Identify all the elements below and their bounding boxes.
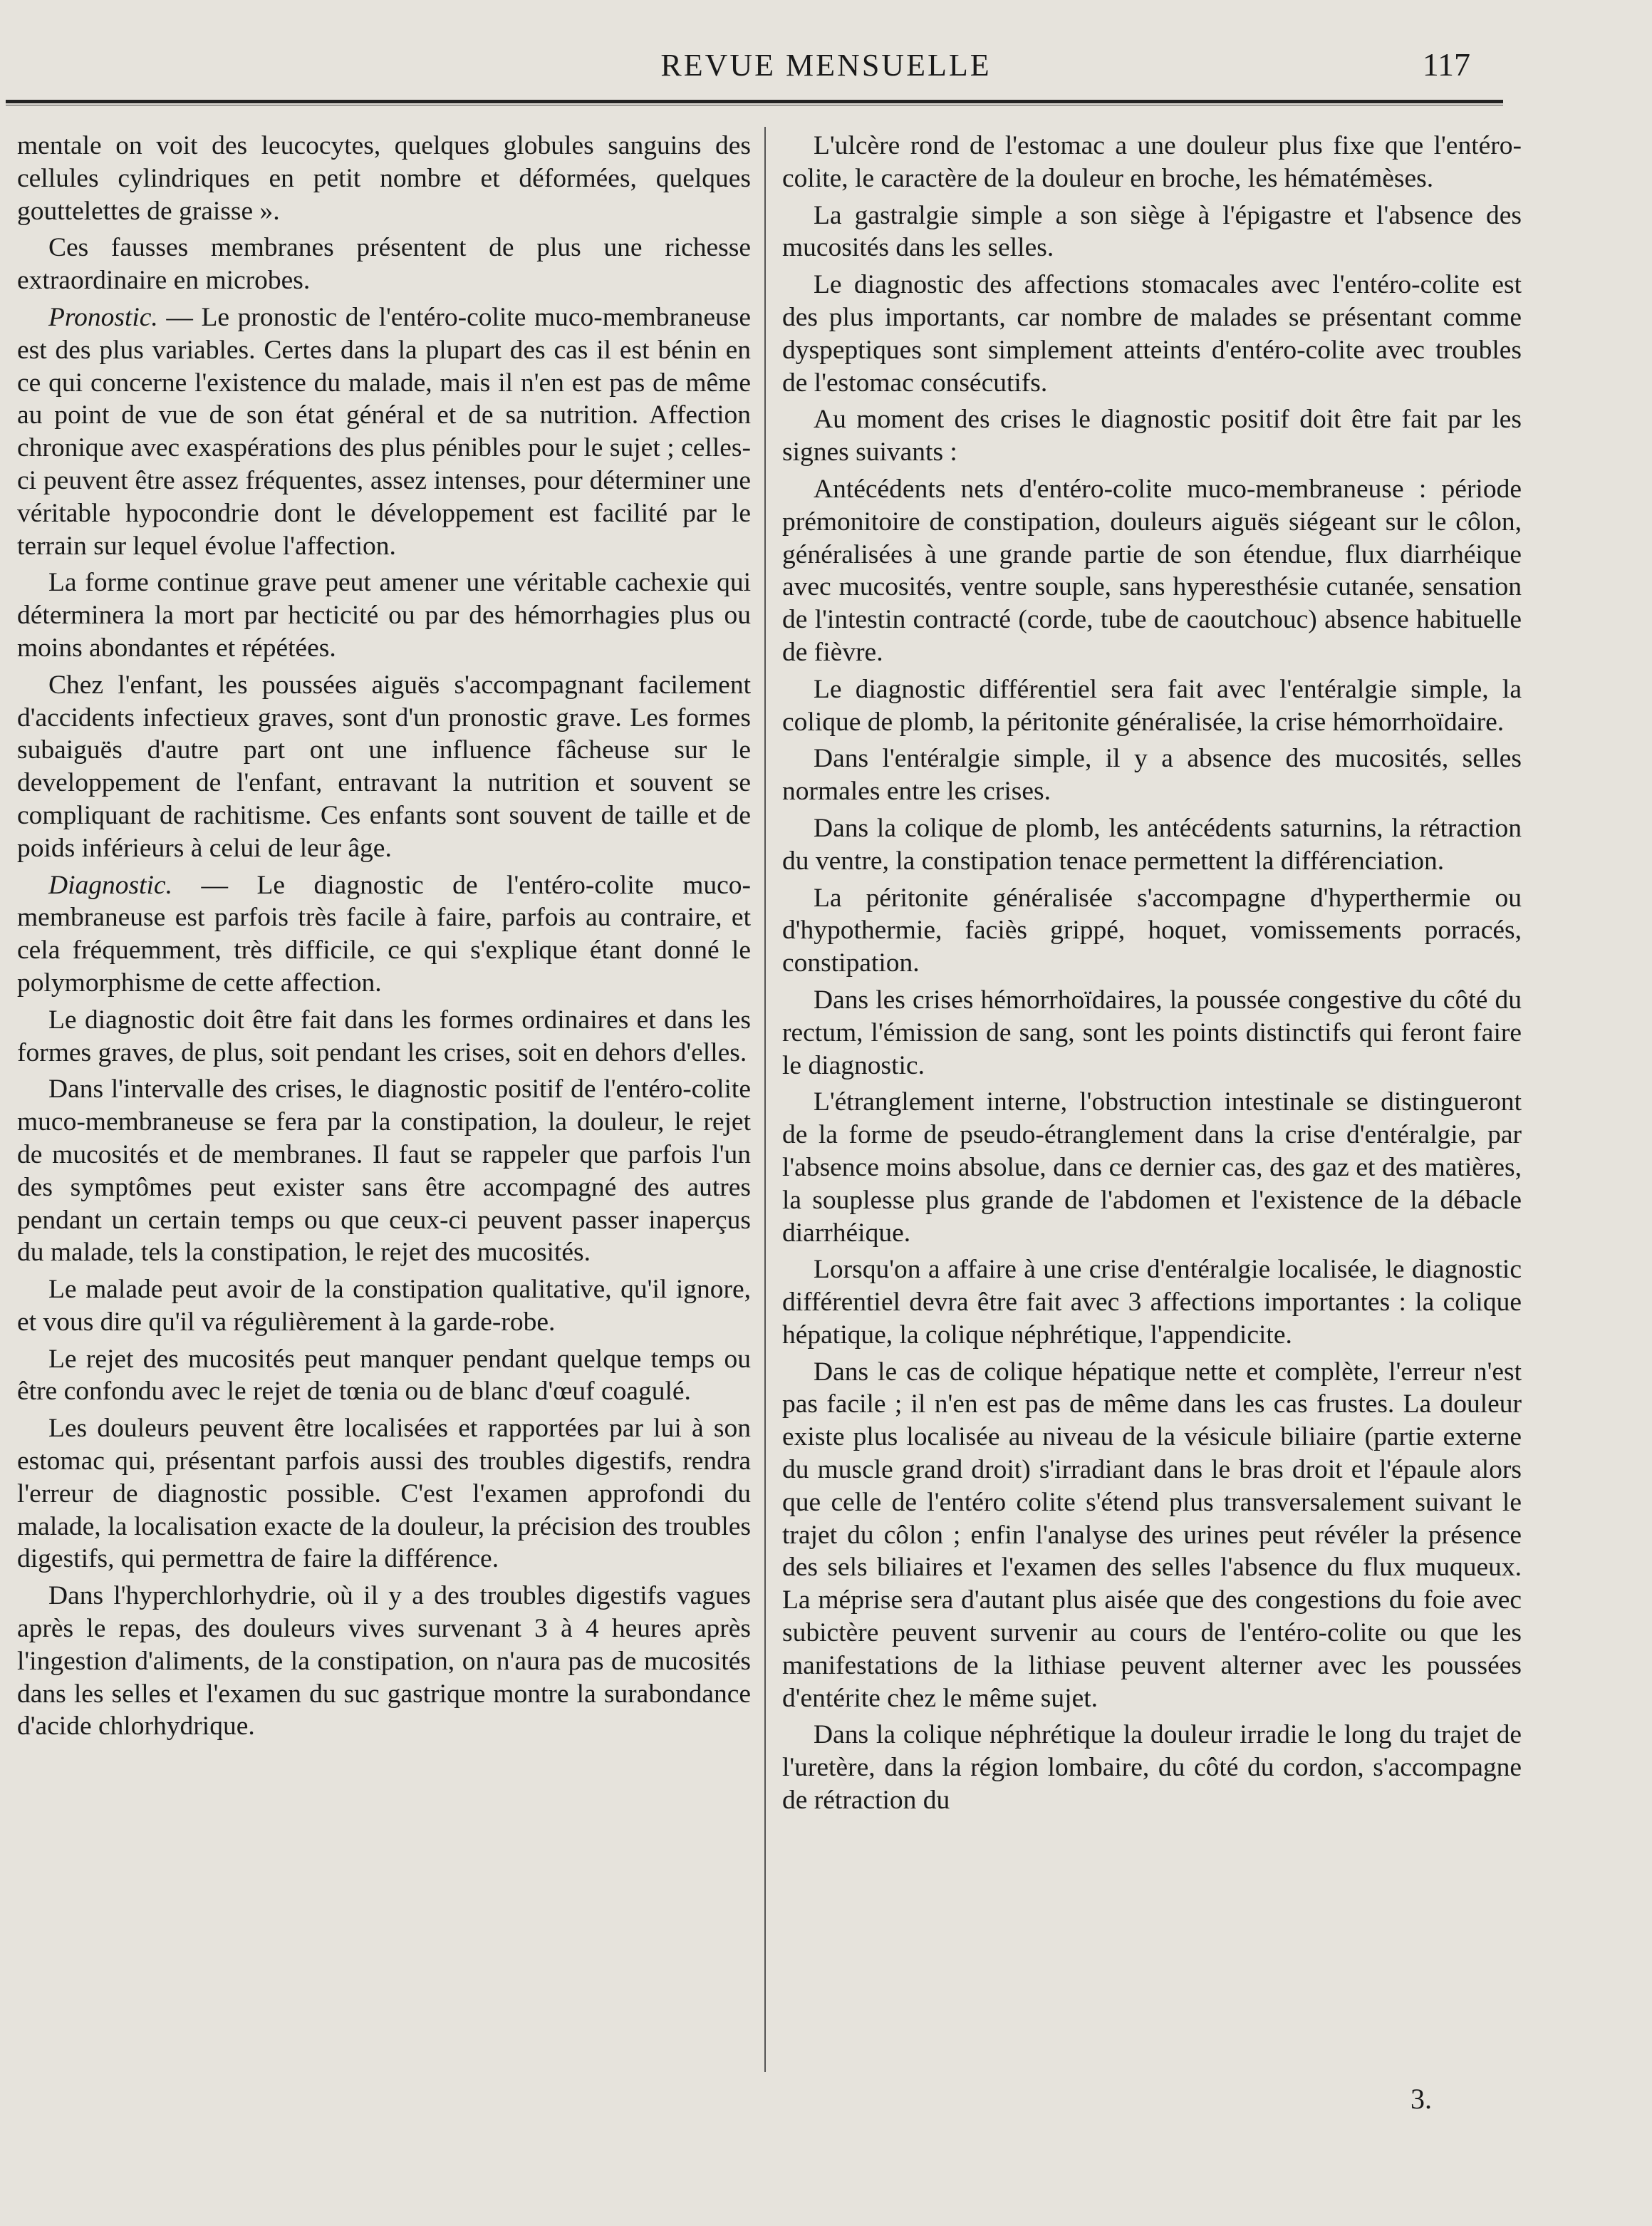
section-heading-diagnostic: Diagnostic.: [48, 870, 172, 900]
left-column: [17, 130, 751, 1747]
paragraph: Le diagnostic doit être fait dans les formes ordinaires et dans les formes graves, de plus, soit pendant les crises, soit en dehors d'elles.: [17, 1005, 751, 1067]
header-rule: [6, 100, 1503, 105]
paragraph: mentale on voit des leucocytes, quelques globules sanguins des cellules cylindriques en petit nombre et déformées, quelques gouttelettes de graisse ».: [17, 131, 751, 226]
paragraph: Au moment des crises le diagnostic positif doit être fait par les signes suivants :: [782, 405, 1522, 467]
paragraph: [17, 869, 751, 1000]
paragraph: Dans l'entéralgie simple, il y a absence des mucosités, selles normales entre les crises.: [782, 744, 1522, 807]
paragraph: Les douleurs peuvent être localisées et rapportées par lui à son estomac qui, présentant parfois aussi des troubles digestifs, rendra l'erreur de diagnostic possible. C'est l'examen approfondi du malade, la localisation exacte de la douleur, la précision des troubles digestifs, qui permettra de faire la différence.: [17, 1414, 751, 1574]
paragraph: Le diagnostic différentiel sera fait avec l'entéralgie simple, la colique de plomb, la péritonite généralisée, la crise hémorrhoïdaire.: [782, 674, 1522, 737]
running-title: REVUE MENSUELLE: [660, 48, 992, 83]
running-header: [0, 41, 1652, 91]
paragraph: Dans l'hyperchlorhydrie, où il y a des troubles digestifs vagues après le repas, des douleurs vives survenant 3 à 4 heures après l'ingestion d'aliments, de la constipation, on n'aura pas de mucosités dans les selles et l'examen du suc gastrique montre la surabondance d'acide chlorhydrique.: [17, 1581, 751, 1741]
paragraph: Dans la colique néphrétique la douleur irradie le long du trajet de l'uretère, dans la région lombaire, du côté du cordon, s'accompagne de rétraction du: [782, 1720, 1522, 1816]
paragraph: Lorsqu'on a affaire à une crise d'entéralgie localisée, le diagnostic différentiel devra être fait avec 3 affections importantes : la colique hépatique, la colique néphrétique, l'appendicite.: [782, 1255, 1522, 1350]
paragraph-text: — Le pronostic de l'entéro-colite muco-membraneuse est des plus variables. Certes dans la plupart des cas il est bénin en ce qui concerne l'existence du malade, mais il n'en est pas de même au point de vue de son état général et de sa nutrition. Affection chronique avec exaspérations des plus pénibles pour le sujet ; celles-ci peuvent être assez fréquentes, assez intenses, pour déterminer une véritable hypocondrie dont le développement est facilité par le terrain sur lequel évolue l'affection.: [17, 302, 751, 561]
paragraph: Dans la colique de plomb, les antécédents saturnins, la rétraction du ventre, la constipation tenace permettent la différenciation.: [782, 813, 1522, 876]
paragraph: La forme continue grave peut amener une véritable cachexie qui déterminera la mort par hecticité ou par des hémorrhagies plus ou moins abondantes et répétées.: [17, 568, 751, 663]
paragraph: Dans les crises hémorrhoïdaires, la poussée congestive du côté du rectum, l'émission de sang, sont les points distinctifs qui feront faire le diagnostic.: [782, 985, 1522, 1080]
paragraph: Le diagnostic des affections stomacales avec l'entéro-colite est des plus importants, car nombre de malades se présentant comme dyspeptiques sont simplement atteints d'entéro-colite avec troubles de l'estomac consécutifs.: [782, 270, 1522, 398]
paragraph: Dans le cas de colique hépatique nette et complète, l'erreur n'est pas facile ; il n'en est pas de même dans les cas frustes. La douleur existe plus localisée au niveau de la vésicule biliaire (partie externe du muscle grand droit) s'irradiant dans le bras droit et l'épaule alors que celle de l'entéro colite s'étend plus transversalement suivant le trajet du côlon ; enfin l'analyse des urines peut révéler la présence des sels biliaires et l'examen des selles l'absence du flux muqueux. La méprise sera d'autant plus aisée que des congestions du foie avec subictère peuvent survenir au cours de l'entéro-colite ou que les manifestations de la lithiase peuvent alterner avec les poussées d'entérite chez le même sujet.: [782, 1357, 1522, 1713]
paragraph: Ces fausses membranes présentent de plus une richesse extraordinaire en microbes.: [17, 233, 751, 296]
paragraph: La gastralgie simple a son siège à l'épigastre et l'absence des mucosités dans les selles.: [782, 200, 1522, 263]
paragraph: [17, 301, 751, 562]
right-column: [782, 130, 1522, 1821]
paragraph: L'ulcère rond de l'estomac a une douleur plus fixe que l'entéro-colite, le caractère de la douleur en broche, les hématémèses.: [782, 131, 1522, 193]
signature-mark: 3.: [1411, 2083, 1432, 2115]
paragraph: Chez l'enfant, les poussées aiguës s'accompagnant facilement d'accidents infectieux graves, sont d'un pronostic grave. Les formes subaiguës d'autre part ont une influence fâcheuse sur le developpement de l'enfant, entravant la nutrition et souvent se compliquant de rachitisme. Ces enfants sont souvent de taille et de poids inférieurs à celui de leur âge.: [17, 670, 751, 863]
page-number: 117: [1422, 46, 1470, 83]
paragraph: Antécédents nets d'entéro-colite muco-membraneuse : période prémonitoire de constipation, douleurs aiguës siégeant sur le côlon, généralisées à une grande partie de son étendue, flux diarrhéique avec mucosités, ventre souple, sans hyperesthésie cutanée, sensation de l'intestin contracté (corde, tube de caoutchouc) absence habituelle de fièvre.: [782, 474, 1522, 667]
paragraph: Le malade peut avoir de la constipation qualitative, qu'il ignore, et vous dire qu'il va régulièrement à la garde-robe.: [17, 1275, 751, 1337]
column-divider: [764, 127, 766, 2072]
paragraph: Le rejet des mucosités peut manquer pendant quelque temps ou être confondu avec le rejet de tœnia ou de blanc d'œuf coagulé.: [17, 1344, 751, 1407]
paragraph: La péritonite généralisée s'accompagne d'hyperthermie ou d'hypothermie, faciès grippé, hoquet, vomissements porracés, constipation.: [782, 883, 1522, 978]
paragraph-text: — Le diagnostic de l'entéro-colite muco-membraneuse est parfois très facile à faire, parfois au contraire, et cela fréquemment, très difficile, ce qui s'explique étant donné le polymorphisme de cette affection.: [17, 870, 751, 998]
paragraph: L'étranglement interne, l'obstruction intestinale se distingueront de la forme de pseudo-étranglement dans la crise d'entéralgie, par l'absence moins absolue, dans ce dernier cas, des gaz et des matières, la souplesse plus grande de l'abdomen et l'existence de la débacle diarrhéique.: [782, 1087, 1522, 1248]
paragraph: Dans l'intervalle des crises, le diagnostic positif de l'entéro-colite muco-membraneuse se fera par la constipation, la douleur, le rejet de mucosités et de membranes. Il faut se rappeler que parfois l'un des symptômes peut exister sans être accompagné des autres pendant un certain temps ou que ceux-ci peuvent passer inaperçus du malade, tels la constipation, le rejet des mucosités.: [17, 1075, 751, 1268]
section-heading-pronostic: Pronostic.: [48, 302, 158, 332]
